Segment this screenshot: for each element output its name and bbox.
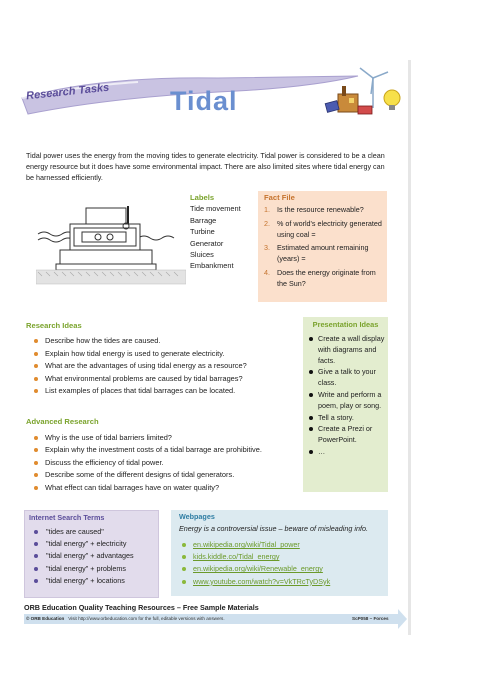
web-link[interactable] [179,551,330,563]
list-item [26,348,301,360]
bullet-icon [34,461,38,465]
list-item [26,482,301,495]
bullet-icon [309,427,313,431]
webpages-box [171,510,388,596]
advanced-research-list [26,432,301,495]
bullet-icon [182,543,186,547]
bullet-icon [34,567,38,571]
link-text[interactable]: en.wikipedia.org/wiki/Tidal_power [193,540,300,549]
bullet-icon [34,352,38,356]
bullet-icon [34,554,38,558]
list-item [307,447,387,458]
research-ideas-heading: Research Ideas [26,321,82,330]
bullet-icon [34,486,38,490]
list-item-text: List examples of places that tidal barrages can be located. [45,386,236,396]
research-ideas-list [26,335,301,397]
list-item [26,385,301,397]
fact-text: Is the resource renewable? [277,205,364,214]
webpages-warning: Energy is a controversial issue – beware of misleading info. [179,524,368,533]
advanced-research-section [26,416,301,495]
presentation-ideas-list [307,334,387,459]
list-item-text: "tidal energy" + advantages [46,551,134,561]
list-item-text: Why is the use of tidal barriers limited? [45,432,172,442]
footer-left [26,616,225,621]
label-item: Tide movement [190,204,241,214]
webpages-heading: Webpages [179,512,215,521]
list-item [29,538,134,550]
list-item-text: What environmental problems are caused by tidal barrages? [45,373,243,383]
list-item [29,526,134,538]
fact-number: 3. [264,243,270,253]
page-edge-shadow [408,60,411,635]
footer-title: ORB Education Quality Teaching Resources – Free Sample Materials [24,603,259,612]
list-item-text: Write and perform a poem, play or song. [318,389,382,410]
advanced-research-heading: Advanced Research [26,417,99,426]
list-item-text: What effect can tidal barrages have on water quality? [45,482,220,492]
footer-arrow-icon [398,609,407,629]
bullet-icon [34,364,38,368]
fact-file-heading: Fact File [264,193,295,202]
list-item-text: Describe how the tides are caused. [45,336,161,346]
factory-icon [338,86,358,112]
bullet-icon [182,580,186,584]
page-title: Tidal [170,86,238,116]
bullet-icon [309,450,313,454]
webpages-list [179,539,330,588]
list-item [26,373,301,385]
bullet-icon [309,370,313,374]
research-ideas-section [26,320,301,397]
list-item [29,563,134,575]
tidal-barrage-diagram [36,204,186,292]
bullet-icon [34,542,38,546]
fact-text: Does the energy originate from the Sun? [277,267,376,288]
footer-visit-text: Visit http://www.orbeducation.com for the full, editable versions with answers. [68,616,225,621]
labels-heading: Labels [190,193,215,202]
presentation-ideas-heading: Presentation Ideas [312,320,379,329]
bullet-icon [34,579,38,583]
bullet-icon [34,339,38,343]
footer-code: ScP058 – Forces [352,616,389,621]
list-item [26,444,301,457]
list-item-text: Tell a story. [318,412,354,422]
fact-file-box [258,191,387,302]
list-item-text: "tidal energy" + electricity [46,539,127,549]
list-item-text: Create a wall display with diagrams and facts. [318,334,385,365]
list-item-text: Discuss the efficiency of tidal power. [45,457,164,467]
banner-label: Research Tasks [25,81,110,103]
bullet-icon [34,377,38,381]
link-text[interactable]: www.youtube.com/watch?v=VkTRcTyDSyk [193,576,331,586]
link-text[interactable]: en.wikipedia.org/wiki/Renewable_energy [193,564,323,574]
list-item-text: "tidal energy" + problems [46,563,127,573]
web-link[interactable] [179,576,330,588]
list-item [26,335,301,347]
list-item [26,360,301,372]
fact-item [264,243,384,265]
list-item-text: "tidal energy" + locations [46,575,125,585]
label-item: Turbine [190,227,215,237]
bullet-icon [34,436,38,440]
web-link[interactable] [179,539,330,551]
list-item [29,550,134,562]
list-item [26,469,301,482]
bullet-icon [309,416,313,420]
internet-search-heading: Internet Search Terms [29,513,105,522]
fact-item [264,219,384,241]
list-item [26,432,301,445]
label-item: Embankment [190,261,234,271]
list-item-text: "tides are caused" [46,527,104,536]
label-item: Barrage [190,215,217,225]
label-item: Generator [190,238,224,248]
fact-item [264,268,384,290]
energy-icons-illustration [318,60,408,130]
presentation-ideas-box [303,317,388,492]
list-item [307,367,387,389]
fact-text: % of world's electricity generated using coal = [277,218,382,239]
internet-search-list [29,526,134,587]
solar-panel-icon [325,101,339,113]
fact-file-list [264,205,384,293]
list-item [307,334,387,366]
fact-number: 1. [264,205,270,214]
list-item-text: … [318,446,326,456]
list-item [307,424,387,446]
bullet-icon [309,337,313,341]
bullet-icon [309,393,313,397]
fact-number: 4. [264,267,270,277]
bullet-icon [34,530,38,534]
list-item-text: Create a Prezi or PowerPoint. [318,424,373,445]
bullet-icon [34,448,38,452]
label-item: Sluices [190,250,214,260]
footer-brand: © ORB Education [26,616,65,621]
list-item-text: Give a talk to your class. [318,367,376,388]
list-item-text: Explain why the investment costs of a tidal barrage are prohibitive. [45,445,262,455]
list-item-text: Explain how tidal energy is used to generate electricity. [45,348,225,358]
labels-section [190,192,258,272]
list-item [307,390,387,412]
web-link[interactable] [179,563,330,575]
bullet-icon [182,555,186,559]
fact-number: 2. [264,218,270,228]
bullet-icon [34,389,38,393]
fact-text: Estimated amount remaining (years) = [277,243,369,264]
list-item-text: What are the advantages of using tidal energy as a resource? [45,361,247,371]
light-bulb-icon [384,90,400,110]
list-item [307,413,387,424]
intro-paragraph: Tidal power uses the energy from the moving tides to generate electricity. Tidal power is considered to be a clean energy resource but it does have some environmental impact. There are also limited sites where tidal energy can be harnessed efficiently. [26,151,385,182]
fact-item [264,205,384,216]
bullet-icon [182,567,186,571]
list-item [29,575,134,587]
bullet-icon [34,473,38,477]
battery-icon [358,106,372,114]
wind-turbine-icon [360,68,388,108]
internet-search-box [24,510,159,598]
list-item-text: Describe some of the different designs of tidal generators. [45,470,235,480]
list-item [26,457,301,470]
link-text[interactable]: kids.kiddle.co/Tidal_energy [193,552,280,562]
